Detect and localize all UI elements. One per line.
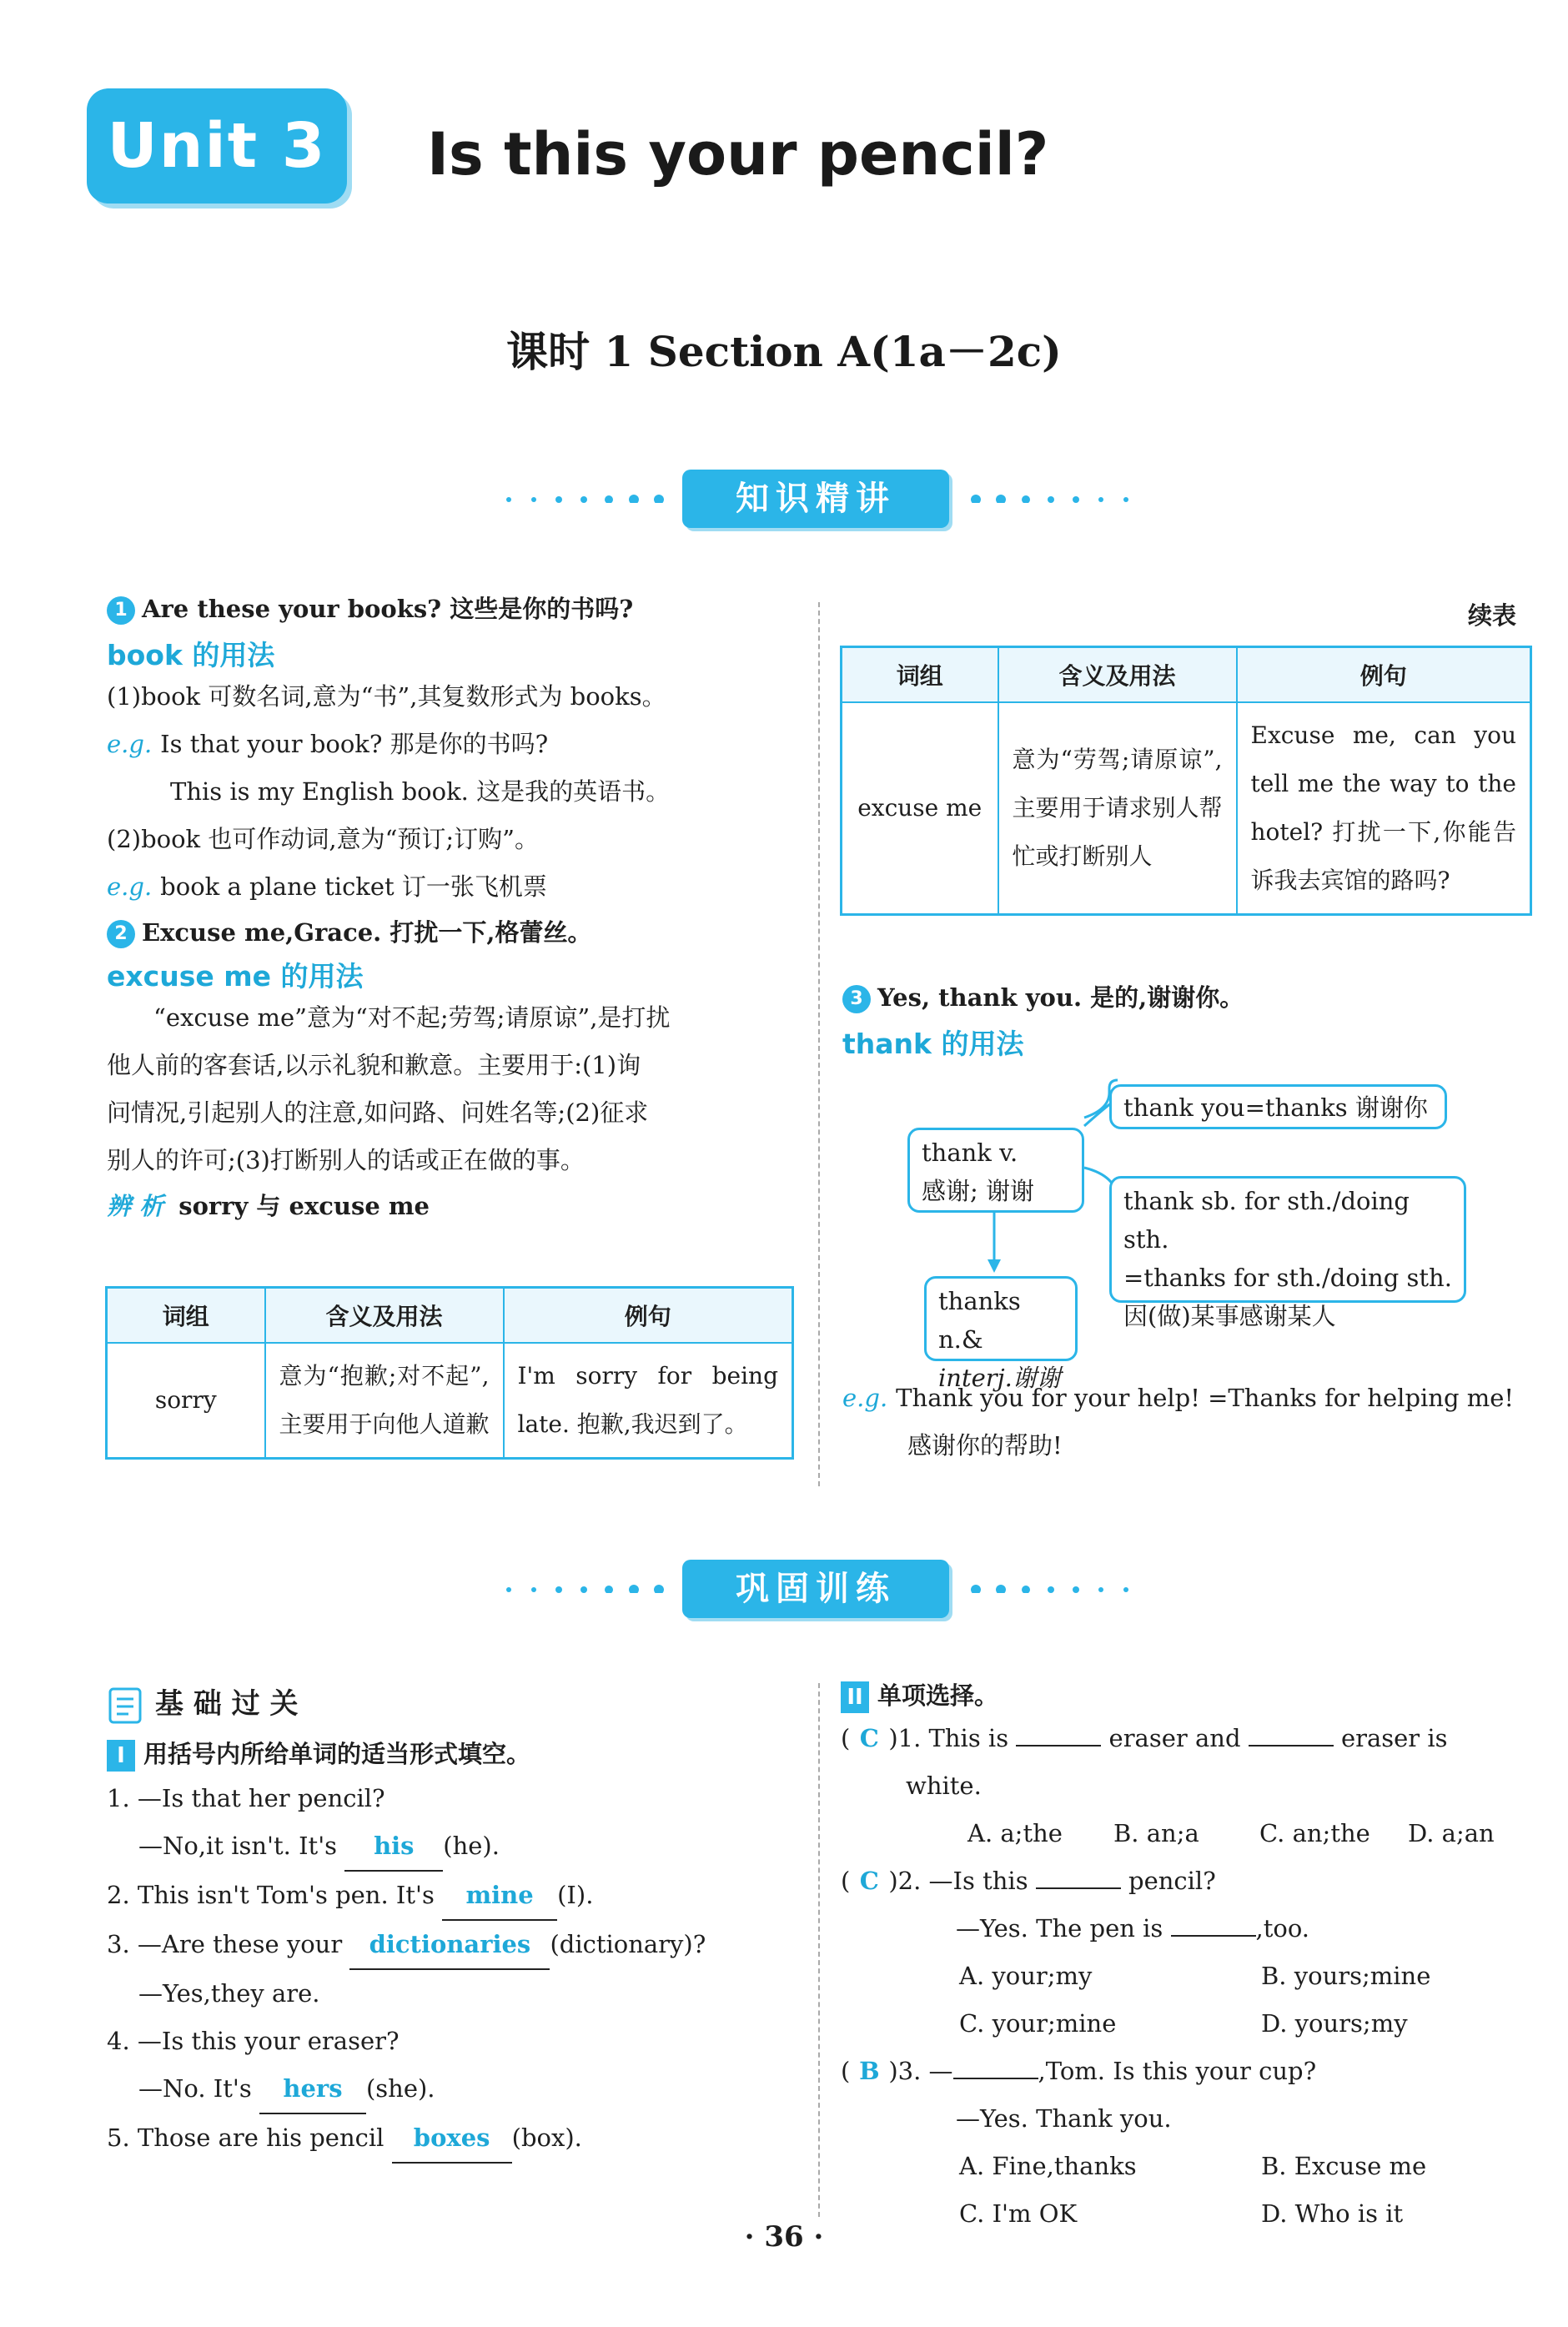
s1-q4-line-2: —No. It's hers (she). [107,2065,799,2114]
section-2 [841,1681,1538,2238]
page-number: · 36 · [744,2220,824,2254]
table-header-meaning: 含义及用法 [265,1288,504,1343]
s2-q3-stem: ( B )3. — ,Tom. Is this your cup? [841,2048,1538,2095]
s2-q1-option-a: A. a;the [967,1819,1063,1847]
knowledge-band [0,461,1568,536]
s2-q3-option-c: C. I'm OK [959,2199,1078,2228]
s2-q3-option-a: A. Fine,thanks [959,2152,1137,2180]
section-2-title [841,1681,1538,1713]
lesson-title: 课时 1 Section A(1a－2c) [506,327,1062,376]
eg-label: e.g. [107,729,153,758]
table-header-example: 例句 [1237,647,1531,702]
section-2-title-text: 单项选择。 [877,1681,999,1710]
point-3-sentence-text: Yes, thank you. 是的,谢谢你。 [877,983,1244,1012]
point-3-eg-line-1 [842,1375,1535,1422]
s1-q2-answer: mine [442,1872,557,1921]
point-3-eg-line-1-text: Thank you for your help! =Thanks for helping me! [896,1384,1515,1412]
s2-q1-answer: C [859,1724,879,1752]
point-1-line-1: (1)book 可数名词,意为“书”,其复数形式为 books。 [107,681,666,711]
s2-q3-option-b: B. Excuse me [1261,2152,1427,2180]
thanks-noun-line-1: thanks n.& [938,1287,1021,1354]
s2-q3-answer: B [859,2057,880,2085]
notebook-icon [107,1686,147,1726]
unit-title: Is this your pencil? [427,120,1049,188]
table-header-phrase: 词组 [107,1288,265,1343]
table-header-meaning: 含义及用法 [998,647,1237,702]
band-dots-left [500,495,667,503]
s1-q4-answer: hers [259,2065,366,2114]
s2-q2-option-c: C. your;mine [959,2009,1117,2038]
point-1-line-2-text: Is that your book? 那是你的书吗? [160,729,549,758]
point-2-sentence [107,917,799,949]
sorry-meaning: 意为“抱歉;对不起”,主要用于向他人道歉 [265,1343,504,1459]
column-divider [818,1683,820,2217]
point-2-para-4: 别人的许可;(3)打断别人的话或正在做的事。 [107,1146,585,1175]
point-3-eg-line-2: 感谢你的帮助! [907,1431,1063,1460]
section-1-title [107,1739,799,1772]
point-1 [107,594,799,1223]
point-1-line-4: (2)book 也可作动词,意为“预订;订购”。 [107,824,539,853]
excuse-phrase: excuse me [842,702,998,915]
point-3 [842,983,1535,1062]
s1-q1-answer: his [344,1822,443,1872]
continued-label: 续表 [1468,601,1517,630]
point-3-usage: thank 的用法 [842,1027,1024,1060]
point-1-number: 1 [107,596,135,625]
s2-q2-answer: C [859,1867,879,1895]
point-1-line-2 [107,721,799,768]
s1-q5-answer: boxes [392,2114,512,2164]
section-2-roman: II [841,1681,869,1713]
s2-q2-options-1 [841,1953,1538,2000]
s2-q3-options-1 [841,2143,1538,2190]
s2-q2-option-a: A. your;my [959,1962,1093,1990]
excuse-example: Excuse me, can you tell me the way to the hotel? 打扰一下,你能告诉我去宾馆的路吗? [1237,702,1531,915]
s1-q1-line-1: 1. —Is that her pencil? [107,1784,385,1812]
knowledge-band-label: 知识精讲 [682,470,949,528]
point-3-sentence [842,983,1535,1014]
table-header-example: 例句 [504,1288,793,1343]
point-3-example [842,1375,1535,1470]
thank-pattern-line-3: 因(做)某事感谢某人 [1123,1302,1336,1330]
s2-q2-option-b: B. yours;mine [1261,1962,1431,1990]
s1-q3-answer: dictionaries [349,1921,550,1970]
band-dots-right [967,495,1134,503]
point-1-line-5-text: book a plane ticket 订一张飞机票 [160,872,547,901]
thank-you-box: thank you=thanks 谢谢你 [1109,1084,1447,1129]
thank-pattern-line-2: =thanks for sth./doing sth. [1123,1264,1452,1292]
thanks-noun-line-2: interj.谢谢 [938,1364,1061,1392]
s1-q5: 5. Those are his pencil boxes (box). [107,2114,799,2164]
point-2-para-2: 他人前的客套话,以示礼貌和歉意。主要用于:(1)询 [107,1051,641,1080]
basics-title: 基 础 过 关 [107,1681,799,1727]
s1-q3-line-2: —Yes,they are. [138,1979,320,2008]
s2-q2-stem: ( C )2. —Is this pencil? [841,1857,1538,1905]
s2-q3-option-d: D. Who is it [1261,2199,1404,2228]
point-1-sentence [107,594,799,626]
practice-band-label: 巩固训练 [682,1560,949,1618]
thank-pattern-line-1: thank sb. for sth./doing sth. [1123,1187,1410,1254]
sorry-example: I'm sorry for being late. 抱歉,我迟到了。 [504,1343,793,1459]
compare-text: sorry 与 excuse me [178,1192,430,1221]
band-dots-right [967,1585,1134,1593]
table-header-phrase: 词组 [842,647,998,702]
excuse-meaning: 意为“劳驾;请原谅”,主要用于请求别人帮忙或打断别人 [998,702,1237,915]
point-1-line-5 [107,863,799,911]
s2-q1-option-b: B. an;a [1113,1819,1199,1847]
point-3-number: 3 [842,985,871,1013]
compare-tag-2: 析 [139,1192,164,1221]
point-1-line-3: This is my English book. 这是我的英语书。 [170,777,671,806]
s2-q1-stem: ( C )1. This is eraser and eraser is [841,1715,1538,1762]
s1-q2: 2. This isn't Tom's pen. It's mine (I). [107,1872,799,1921]
compare-tag-1: 辨 [107,1192,132,1221]
s1-q3-line-1: 3. —Are these your dictionaries (dictionary)? [107,1921,799,1970]
s2-q2-stem-2: —Yes. The pen is ,too. [956,1914,1310,1943]
thank-verb-box [907,1128,1084,1213]
s1-q4-line-1: 4. —Is this your eraser? [107,2027,400,2055]
unit-badge: Unit 3 [87,88,347,204]
excuse-table [840,646,1532,916]
basics-section [107,1681,799,2164]
point-2-number: 2 [107,920,135,948]
band-dots-left [500,1585,667,1593]
section-1-roman: I [107,1740,135,1772]
s2-q1-option-c: C. an;the [1259,1819,1370,1847]
column-divider [818,602,820,1486]
eg-label: e.g. [842,1384,888,1412]
s2-q2-options-2 [841,2000,1538,2048]
sorry-table [105,1286,794,1460]
s1-q1-line-2: —No,it isn't. It's his (he). [107,1822,799,1872]
point-2-sentence-text: Excuse me,Grace. 打扰一下,格蕾丝。 [142,917,592,947]
practice-band [0,1551,1568,1626]
s2-q3-stem-2: —Yes. Thank you. [956,2104,1172,2133]
point-2-usage: excuse me 的用法 [107,960,364,993]
point-1-sentence-text: Are these your books? 这些是你的书吗? [142,595,634,623]
s2-q1-options [841,1810,1538,1857]
point-2-para-1: “excuse me”意为“对不起;劳驾;请原谅”,是打扰 [153,1003,671,1033]
compare-heading [107,1191,799,1223]
point-2-para-3: 问情况,引起别人的注意,如问路、问姓名等;(2)征求 [107,1098,649,1128]
point-1-usage: book 的用法 [107,638,275,671]
thank-verb-line-2: 感谢; 谢谢 [922,1177,1034,1205]
s2-q1-option-d: D. a;an [1408,1819,1495,1847]
s2-q1-stem-2: white. [906,1772,982,1800]
thanks-noun-box [924,1276,1078,1392]
section-1-title-text: 用括号内所给单词的适当形式填空。 [143,1740,531,1768]
s2-q2-option-d: D. yours;my [1261,2009,1408,2038]
eg-label: e.g. [107,872,153,901]
sorry-phrase: sorry [107,1343,265,1459]
thank-pattern-box [1109,1176,1466,1330]
thank-verb-line-1: thank v. [922,1138,1018,1167]
